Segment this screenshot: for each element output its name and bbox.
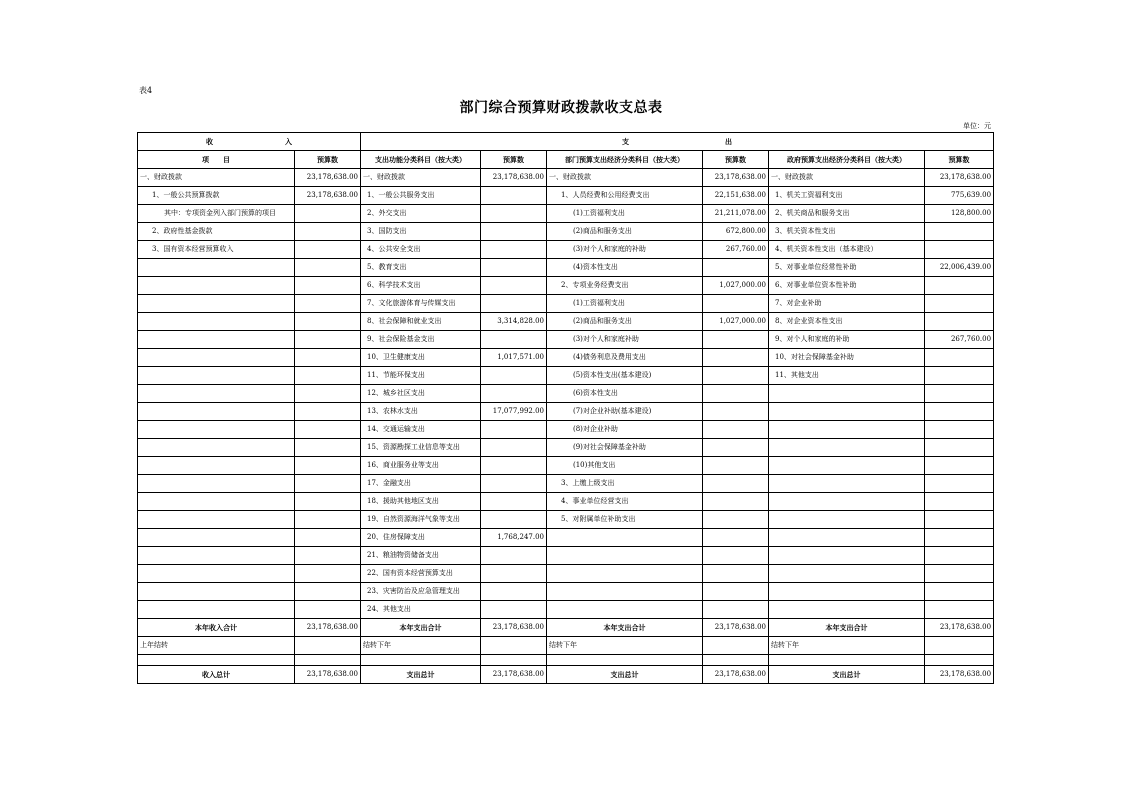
amount-cell <box>925 601 994 619</box>
item-cell <box>769 421 925 439</box>
table-row <box>138 205 994 223</box>
amount-cell <box>481 511 547 529</box>
item-cell: 23、灾害防治及应急管理支出 <box>361 583 481 601</box>
amount-cell <box>925 493 994 511</box>
item-cell <box>769 511 925 529</box>
item-cell: 一、财政拨款 <box>769 169 925 187</box>
item-cell <box>769 529 925 547</box>
item-cell: 7、文化旅游体育与传媒支出 <box>361 295 481 313</box>
table-row <box>138 331 994 349</box>
item-cell <box>138 295 295 313</box>
amount-cell <box>703 259 769 277</box>
page-title: 部门综合预算财政拨款收支总表 <box>459 100 663 116</box>
item-cell: 2、专项业务经费支出 <box>547 277 703 295</box>
table-row <box>138 259 994 277</box>
amount-cell <box>703 349 769 367</box>
amount-cell: 23,178,638.00 <box>925 169 994 187</box>
amount-cell <box>925 403 994 421</box>
empty-cell <box>361 655 481 666</box>
item-cell <box>769 583 925 601</box>
item-cell: (4)资本性支出 <box>547 259 703 277</box>
empty-cell <box>138 655 295 666</box>
item-cell: (1)工资福利支出 <box>547 205 703 223</box>
item-cell: (2)商品和服务支出 <box>547 313 703 331</box>
table-row <box>138 169 994 187</box>
amount-cell <box>481 457 547 475</box>
item-cell: (3)对个人和家庭的补助 <box>547 241 703 259</box>
amount-cell: 775,639.00 <box>925 187 994 205</box>
item-cell: (9)对社会保障基金补助 <box>547 439 703 457</box>
col-header: 预算数 <box>295 151 361 169</box>
item-cell: 3、机关资本性支出 <box>769 223 925 241</box>
amount-cell <box>481 493 547 511</box>
amount-cell <box>703 367 769 385</box>
item-cell <box>769 493 925 511</box>
amount-cell: 23,178,638.00 <box>295 619 361 637</box>
amount-cell <box>925 475 994 493</box>
table-row <box>138 529 994 547</box>
amount-cell <box>703 439 769 457</box>
item-cell: 5、对附属单位补助支出 <box>547 511 703 529</box>
amount-cell: 672,800.00 <box>703 223 769 241</box>
item-cell: (4)债务利息及费用支出 <box>547 349 703 367</box>
amount-cell <box>481 241 547 259</box>
carry-row <box>138 637 994 655</box>
item-cell: (10)其他支出 <box>547 457 703 475</box>
col-header: 部门预算支出经济分类科目（按大类） <box>547 151 703 169</box>
item-cell: 5、对事业单位经常性补助 <box>769 259 925 277</box>
amount-cell <box>295 367 361 385</box>
amount-cell <box>925 277 994 295</box>
col-header: 政府预算支出经济分类科目（按大类） <box>769 151 925 169</box>
item-cell: 12、城乡社区支出 <box>361 385 481 403</box>
expense-header <box>361 133 994 151</box>
item-cell: 16、商业服务业等支出 <box>361 457 481 475</box>
amount-cell: 267,760.00 <box>703 241 769 259</box>
table-tag: 表4 <box>139 86 153 95</box>
item-cell: 支出总计 <box>547 666 703 684</box>
amount-cell <box>481 259 547 277</box>
amount-cell <box>703 295 769 313</box>
item-cell <box>138 439 295 457</box>
item-cell <box>138 403 295 421</box>
item-cell: 4、机关资本性支出（基本建设） <box>769 241 925 259</box>
item-cell: 3、国有资本经营预算收入 <box>138 241 295 259</box>
item-cell: 其中：专项资金列入部门预算的项目 <box>138 205 295 223</box>
grand-total-row <box>138 666 994 684</box>
item-cell <box>138 331 295 349</box>
table-row <box>138 439 994 457</box>
amount-cell <box>295 511 361 529</box>
amount-cell <box>295 205 361 223</box>
amount-cell <box>295 331 361 349</box>
amount-cell: 22,006,439.00 <box>925 259 994 277</box>
item-cell: (5)资本性支出(基本建设) <box>547 367 703 385</box>
item-cell: (2)商品和服务支出 <box>547 223 703 241</box>
amount-cell <box>925 583 994 601</box>
item-cell <box>769 385 925 403</box>
amount-cell: 17,077,992.00 <box>481 403 547 421</box>
item-cell: 1、一般公共预算拨款 <box>138 187 295 205</box>
amount-cell <box>703 493 769 511</box>
income-header-a: 收 <box>206 137 213 146</box>
amount-cell: 1,027,000.00 <box>703 313 769 331</box>
amount-cell <box>925 565 994 583</box>
table-row <box>138 385 994 403</box>
amount-cell <box>703 475 769 493</box>
amount-cell: 23,178,638.00 <box>703 666 769 684</box>
amount-cell <box>295 313 361 331</box>
item-cell: (1)工资福利支出 <box>547 295 703 313</box>
amount-cell: 22,151,638.00 <box>703 187 769 205</box>
empty-cell <box>769 655 925 666</box>
amount-cell: 23,178,638.00 <box>481 169 547 187</box>
income-header-b: 入 <box>285 137 292 146</box>
amount-cell <box>925 511 994 529</box>
item-cell <box>547 529 703 547</box>
amount-cell <box>481 583 547 601</box>
col-header: 预算数 <box>925 151 994 169</box>
item-cell <box>138 547 295 565</box>
amount-cell <box>295 637 361 655</box>
item-cell <box>138 565 295 583</box>
col-header: 项 目 <box>138 151 295 169</box>
item-cell <box>547 601 703 619</box>
item-cell: 2、机关商品和服务支出 <box>769 205 925 223</box>
table-row <box>138 511 994 529</box>
amount-cell <box>703 637 769 655</box>
item-cell: 3、上缴上级支出 <box>547 475 703 493</box>
item-cell: 9、社会保险基金支出 <box>361 331 481 349</box>
amount-cell <box>925 349 994 367</box>
item-cell: 20、住房保障支出 <box>361 529 481 547</box>
col-header: 预算数 <box>703 151 769 169</box>
item-cell: 本年支出合计 <box>547 619 703 637</box>
item-cell: 8、对企业资本性支出 <box>769 313 925 331</box>
header-row-1 <box>138 133 994 151</box>
expense-header-a: 支 <box>622 137 630 146</box>
amount-cell <box>703 511 769 529</box>
item-cell: 2、外交支出 <box>361 205 481 223</box>
item-cell: 结转下年 <box>361 637 481 655</box>
amount-cell <box>925 313 994 331</box>
item-cell <box>138 457 295 475</box>
table-row <box>138 601 994 619</box>
amount-cell <box>295 439 361 457</box>
item-cell <box>138 385 295 403</box>
budget-table <box>137 132 994 684</box>
empty-cell <box>547 655 703 666</box>
amount-cell: 23,178,638.00 <box>925 619 994 637</box>
item-cell: 11、节能环保支出 <box>361 367 481 385</box>
item-cell: 1、人员经费和公用经费支出 <box>547 187 703 205</box>
amount-cell <box>925 295 994 313</box>
table-row <box>138 223 994 241</box>
amount-cell <box>481 331 547 349</box>
expense-header-b: 出 <box>725 137 733 146</box>
item-cell: 15、资源勘探工业信息等支出 <box>361 439 481 457</box>
amount-cell <box>703 421 769 439</box>
table-row <box>138 493 994 511</box>
amount-cell <box>295 277 361 295</box>
item-cell <box>138 277 295 295</box>
amount-cell <box>295 421 361 439</box>
amount-cell <box>925 223 994 241</box>
amount-cell <box>481 295 547 313</box>
item-cell: 18、援助其他地区支出 <box>361 493 481 511</box>
amount-cell <box>481 187 547 205</box>
empty-cell <box>925 655 994 666</box>
amount-cell <box>925 439 994 457</box>
table-row <box>138 277 994 295</box>
item-cell <box>769 457 925 475</box>
item-cell <box>138 313 295 331</box>
item-cell: 2、政府性基金拨款 <box>138 223 295 241</box>
item-cell: 本年支出合计 <box>769 619 925 637</box>
item-cell: 9、对个人和家庭的补助 <box>769 331 925 349</box>
table-row <box>138 547 994 565</box>
amount-cell <box>295 529 361 547</box>
item-cell <box>138 475 295 493</box>
item-cell: 一、财政拨款 <box>361 169 481 187</box>
amount-cell <box>481 223 547 241</box>
unit-label: 单位：元 <box>963 122 991 130</box>
header-row-2 <box>138 151 994 169</box>
item-cell <box>769 439 925 457</box>
amount-cell <box>295 385 361 403</box>
item-cell <box>769 403 925 421</box>
empty-cell <box>703 655 769 666</box>
table-row <box>138 349 994 367</box>
amount-cell <box>295 475 361 493</box>
item-cell <box>138 601 295 619</box>
item-cell: 10、卫生健康支出 <box>361 349 481 367</box>
amount-cell <box>703 385 769 403</box>
amount-cell <box>295 583 361 601</box>
amount-cell <box>295 223 361 241</box>
item-cell: 结转下年 <box>547 637 703 655</box>
item-cell: 支出总计 <box>769 666 925 684</box>
item-cell: 22、国有资本经营预算支出 <box>361 565 481 583</box>
item-cell: 19、自然资源海洋气象等支出 <box>361 511 481 529</box>
amount-cell: 23,178,638.00 <box>295 169 361 187</box>
item-cell: 6、科学技术支出 <box>361 277 481 295</box>
item-cell: 8、社会保障和就业支出 <box>361 313 481 331</box>
item-cell: 支出总计 <box>361 666 481 684</box>
item-cell <box>138 349 295 367</box>
amount-cell: 23,178,638.00 <box>481 619 547 637</box>
table-row <box>138 583 994 601</box>
item-cell: 4、公共安全支出 <box>361 241 481 259</box>
amount-cell: 1,768,247.00 <box>481 529 547 547</box>
table-row <box>138 403 994 421</box>
amount-cell <box>295 259 361 277</box>
income-header <box>138 133 361 151</box>
item-cell: 1、机关工资福利支出 <box>769 187 925 205</box>
item-cell <box>769 475 925 493</box>
item-cell: 一、财政拨款 <box>547 169 703 187</box>
col-header: 预算数 <box>481 151 547 169</box>
amount-cell <box>481 565 547 583</box>
item-cell: 17、金融支出 <box>361 475 481 493</box>
amount-cell: 23,178,638.00 <box>703 619 769 637</box>
item-cell <box>138 421 295 439</box>
amount-cell <box>295 493 361 511</box>
item-cell: 结转下年 <box>769 637 925 655</box>
amount-cell: 23,178,638.00 <box>295 666 361 684</box>
amount-cell <box>925 547 994 565</box>
item-cell <box>138 511 295 529</box>
amount-cell: 267,760.00 <box>925 331 994 349</box>
amount-cell: 1,017,571.00 <box>481 349 547 367</box>
item-cell: (8)对企业补助 <box>547 421 703 439</box>
empty-cell <box>295 655 361 666</box>
amount-cell <box>295 547 361 565</box>
amount-cell <box>481 601 547 619</box>
item-cell <box>547 547 703 565</box>
table-row <box>138 475 994 493</box>
item-cell <box>138 367 295 385</box>
amount-cell <box>925 457 994 475</box>
year-total-row <box>138 619 994 637</box>
item-cell: 3、国防支出 <box>361 223 481 241</box>
table-row <box>138 313 994 331</box>
table-row <box>138 421 994 439</box>
col-header: 支出功能分类科目（按大类） <box>361 151 481 169</box>
amount-cell <box>481 385 547 403</box>
table-row <box>138 241 994 259</box>
item-cell: 本年收入合计 <box>138 619 295 637</box>
amount-cell <box>703 403 769 421</box>
item-cell <box>547 565 703 583</box>
item-cell <box>769 601 925 619</box>
amount-cell <box>703 601 769 619</box>
item-cell: 6、对事业单位资本性补助 <box>769 277 925 295</box>
item-cell: 上年结转 <box>138 637 295 655</box>
amount-cell: 23,178,638.00 <box>703 169 769 187</box>
amount-cell <box>481 205 547 223</box>
item-cell: 一、财政拨款 <box>138 169 295 187</box>
item-cell: 14、交通运输支出 <box>361 421 481 439</box>
item-cell: 1、一般公共服务支出 <box>361 187 481 205</box>
empty-cell <box>481 655 547 666</box>
amount-cell <box>295 349 361 367</box>
amount-cell <box>295 565 361 583</box>
amount-cell <box>703 529 769 547</box>
amount-cell: 3,314,828.00 <box>481 313 547 331</box>
item-cell <box>138 529 295 547</box>
amount-cell <box>925 637 994 655</box>
item-cell <box>138 493 295 511</box>
item-cell: 4、事业单位经营支出 <box>547 493 703 511</box>
amount-cell: 1,027,000.00 <box>703 277 769 295</box>
table-row <box>138 367 994 385</box>
amount-cell <box>295 601 361 619</box>
item-cell: (7)对企业补助(基本建设) <box>547 403 703 421</box>
amount-cell: 21,211,078.00 <box>703 205 769 223</box>
item-cell <box>547 583 703 601</box>
amount-cell <box>925 421 994 439</box>
item-cell <box>138 259 295 277</box>
amount-cell <box>481 475 547 493</box>
table-row <box>138 565 994 583</box>
item-cell: 21、粮油物资储备支出 <box>361 547 481 565</box>
amount-cell <box>481 421 547 439</box>
amount-cell <box>295 403 361 421</box>
amount-cell <box>703 583 769 601</box>
item-cell <box>138 583 295 601</box>
amount-cell <box>925 385 994 403</box>
amount-cell <box>925 529 994 547</box>
item-cell: 13、农林水支出 <box>361 403 481 421</box>
item-cell: 本年支出合计 <box>361 619 481 637</box>
amount-cell <box>481 547 547 565</box>
spacer-row <box>138 655 994 666</box>
amount-cell <box>481 637 547 655</box>
amount-cell <box>703 457 769 475</box>
amount-cell <box>703 331 769 349</box>
amount-cell <box>295 241 361 259</box>
amount-cell: 23,178,638.00 <box>481 666 547 684</box>
amount-cell: 128,800.00 <box>925 205 994 223</box>
amount-cell <box>925 241 994 259</box>
item-cell: 11、其他支出 <box>769 367 925 385</box>
amount-cell <box>481 439 547 457</box>
table-row <box>138 187 994 205</box>
table-row <box>138 295 994 313</box>
amount-cell: 23,178,638.00 <box>295 187 361 205</box>
item-cell <box>769 565 925 583</box>
item-cell: 24、其他支出 <box>361 601 481 619</box>
item-cell: (6)资本性支出 <box>547 385 703 403</box>
amount-cell <box>703 547 769 565</box>
item-cell: 收入总计 <box>138 666 295 684</box>
amount-cell <box>295 295 361 313</box>
item-cell <box>769 547 925 565</box>
item-cell: 5、教育支出 <box>361 259 481 277</box>
amount-cell <box>703 565 769 583</box>
item-cell: (3)对个人和家庭补助 <box>547 331 703 349</box>
amount-cell <box>481 367 547 385</box>
amount-cell <box>295 457 361 475</box>
item-cell: 10、对社会保障基金补助 <box>769 349 925 367</box>
amount-cell: 23,178,638.00 <box>925 666 994 684</box>
item-cell: 7、对企业补助 <box>769 295 925 313</box>
table-row <box>138 457 994 475</box>
amount-cell <box>481 277 547 295</box>
amount-cell <box>925 367 994 385</box>
